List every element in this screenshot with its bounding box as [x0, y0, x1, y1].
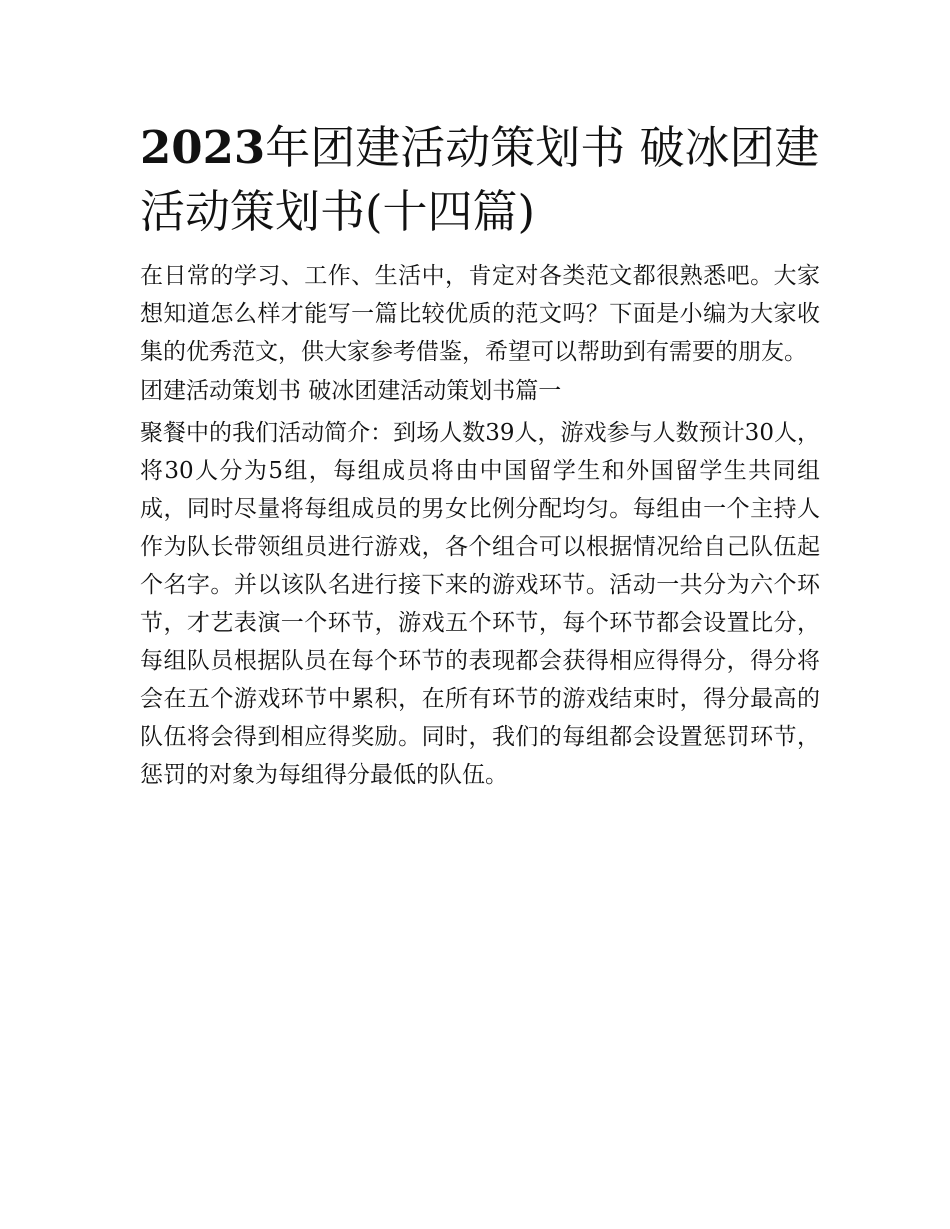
document-title — [140, 116, 820, 244]
title-text: 年团建活动策划书 破冰团建活动策划书(十四篇) — [140, 121, 820, 238]
intro-paragraph: 在日常的学习、工作、生活中，肯定对各类范文都很熟悉吧。大家想知道怎么样才能写一篇比较优质的范文吗？下面是小编为大家收集的优秀范文，供大家参考借鉴，希望可以帮助到有需要的朋友。 — [140, 263, 820, 365]
body-paragraph: 聚餐中的我们活动简介：到场人数39人，游戏参与人数预计30人，将30人分为5组，每组成员将由中国留学生和外国留学生共同组成，同时尽量将每组成员的男女比例分配均匀。每组由一个主持人作为队长带领组员进行游戏，各个组合可以根据情况给自己队伍起个名字。并以该队名进行接下来的游戏环节。活动一共分为六个环节，才艺表演一个环节，游戏五个环节，每个环节都会设置比分，每组队员根据队员在每个环节的表现都会获得相应得得分，得分将会在五个游戏环节中累积，在所有环节的游戏结束时，得分最高的队伍将会得到相应得奖励。同时，我们的每组都会设置惩罚环节，惩罚的对象为每组得分最低的队伍。 — [140, 420, 820, 788]
title-year: 2023 — [140, 121, 266, 174]
document-content — [140, 116, 820, 794]
section-heading: 团建活动策划书 破冰团建活动策划书篇一 — [140, 378, 562, 404]
